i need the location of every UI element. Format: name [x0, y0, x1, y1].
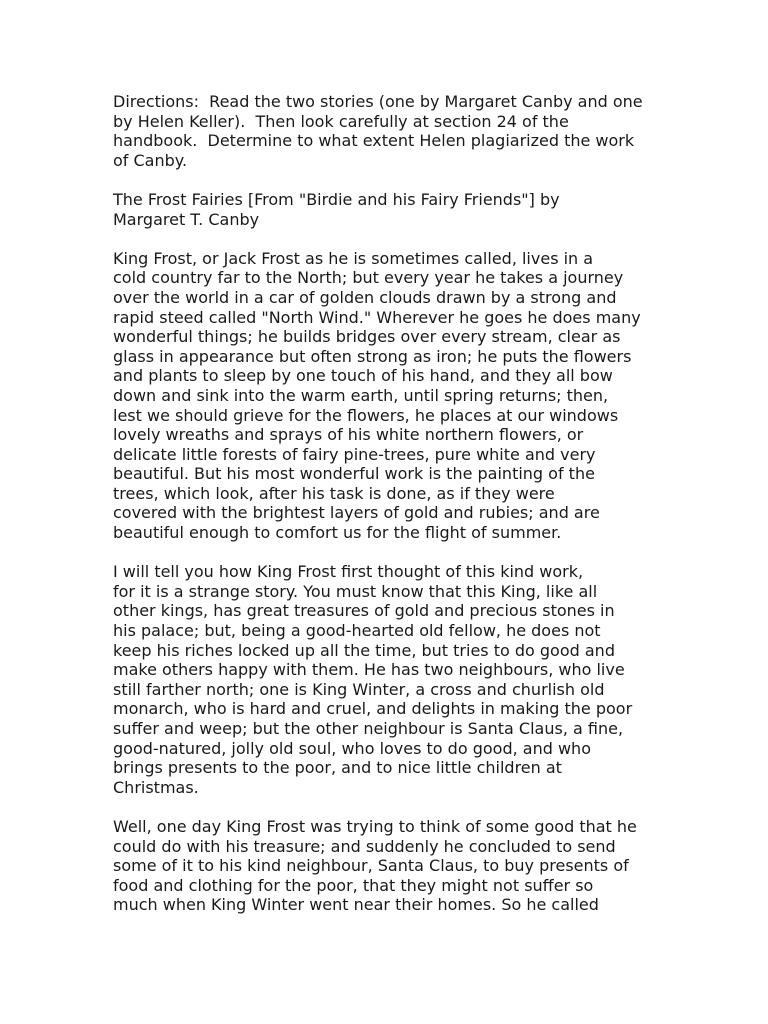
text-line: of Canby. — [113, 150, 188, 170]
text-line: make others happy with them. He has two neighbours, who live — [113, 660, 625, 680]
paragraph-gap — [113, 543, 658, 563]
text-line: beautiful enough to comfort us for the flight of summer. — [113, 523, 562, 543]
text-line: for it is a strange story. You must know that this King, like all — [113, 581, 598, 601]
text-line: down and sink into the warm earth, until spring returns; then, — [113, 385, 609, 405]
story-paragraph-3 — [113, 817, 658, 915]
text-line: lest we should grieve for the flowers, he places at our windows — [113, 405, 619, 425]
text-line: Well, one day King Frost was trying to think of some good that he — [113, 816, 637, 836]
text-line: The Frost Fairies [From "Birdie and his Fairy Friends"] by — [113, 189, 560, 209]
text-line: suffer and weep; but the other neighbour is Santa Claus, a fine, — [113, 719, 624, 738]
text-line: Directions: Read the two stories (one by Margaret Canby and one — [113, 92, 643, 111]
text-line: other kings, has great treasures of gold and precious stones in — [113, 601, 615, 621]
text-line: food and clothing for the poor, that they might not suffer so — [113, 875, 594, 895]
text-line: King Frost, or Jack Frost as he is sometimes called, lives in a — [113, 248, 594, 268]
paragraph-gap — [113, 797, 658, 817]
text-line: handbook. Determine to what extent Helen plagiarized the work — [113, 131, 635, 151]
text-line: covered with the brightest layers of gold and rubies; and are — [113, 503, 600, 523]
document-page — [113, 92, 658, 915]
text-line: over the world in a car of golden clouds drawn by a strong and — [113, 287, 617, 307]
text-line: brings presents to the poor, and to nice little children at — [113, 758, 562, 778]
story-paragraph-1 — [113, 249, 658, 543]
story-paragraph-2 — [113, 562, 658, 797]
text-line: by Helen Keller). Then look carefully at section 24 of the — [113, 111, 569, 131]
text-line: monarch, who is hard and cruel, and delights in making the poor — [113, 699, 633, 719]
text-line: Christmas. — [113, 777, 199, 797]
text-line: Margaret T. Canby — [113, 209, 260, 229]
text-line: cold country far to the North; but every year he takes a journey — [113, 268, 624, 288]
text-line: rapid steed called "North Wind." Wherever he goes he does many — [113, 307, 641, 327]
text-line: his palace; but, being a good-hearted old fellow, he does not — [113, 621, 601, 641]
text-line: keep his riches locked up all the time, but tries to do good and — [113, 640, 615, 660]
text-line: beautiful. But his most wonderful work is the painting of the — [113, 464, 595, 484]
paragraph-gap — [113, 229, 658, 249]
directions-paragraph — [113, 92, 658, 170]
paragraph-gap — [113, 170, 658, 190]
text-line: and plants to sleep by one touch of his hand, and they all bow — [113, 366, 613, 386]
text-line: some of it to his kind neighbour, Santa Claus, to buy presents of — [113, 856, 629, 876]
text-line: much when King Winter went near their homes. So he called — [113, 895, 599, 915]
story-title — [113, 190, 658, 229]
text-line: could do with his treasure; and suddenly he concluded to send — [113, 836, 616, 856]
text-line: glass in appearance but often strong as iron; he puts the flowers — [113, 346, 632, 366]
text-line: still farther north; one is King Winter, a cross and churlish old — [113, 679, 605, 699]
text-line: I will tell you how King Frost first thought of this kind work, — [113, 562, 584, 582]
text-line: lovely wreaths and sprays of his white northern flowers, or — [113, 425, 584, 445]
text-line: delicate little forests of fairy pine-trees, pure white and very — [113, 444, 596, 464]
text-line: wonderful things; he builds bridges over every stream, clear as — [113, 327, 621, 347]
text-line: trees, which look, after his task is done, as if they were — [113, 483, 555, 503]
text-line: good-natured, jolly old soul, who loves to do good, and who — [113, 738, 591, 758]
